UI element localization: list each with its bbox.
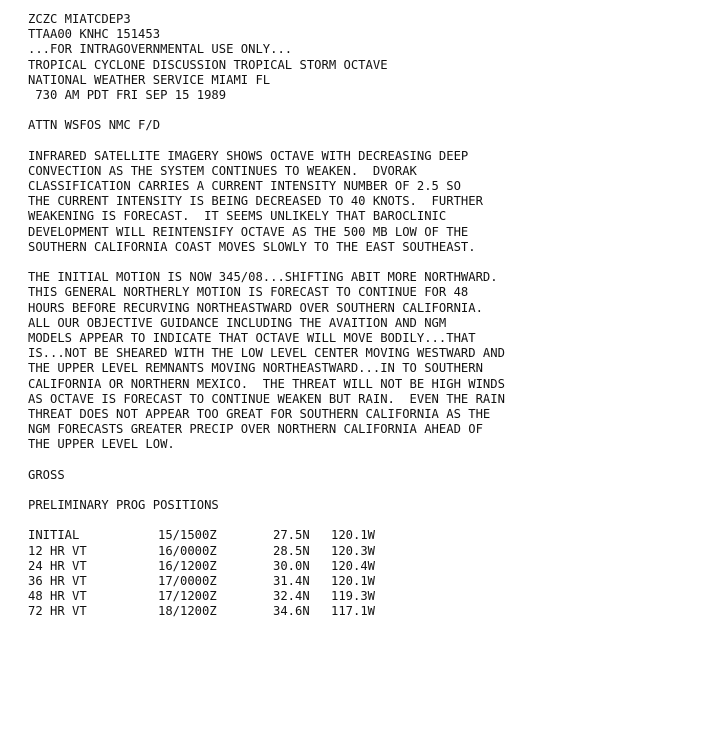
position-time: 16/0000Z [158,543,217,558]
positions-title: PRELIMINARY PROG POSITIONS [28,498,219,512]
table-row [28,528,411,543]
position-label: 48 HR VT [28,589,87,604]
discussion-paragraph-1 [28,149,698,255]
position-lat: 32.4N [273,589,310,604]
position-time: 17/0000Z [158,573,217,588]
text-line: HOURS BEFORE RECURVING NORTHEASTWARD OVER SOUTHERN CALIFORNIA. [28,300,483,315]
text-line: WEAKENING IS FORECAST. IT SEEMS UNLIKELY THAT BAROCLINIC [28,209,447,224]
text-line: THE INITIAL MOTION IS NOW 345/08...SHIFTING ABIT MORE NORTHWARD. [28,270,498,285]
text-line: CALIFORNIA OR NORTHERN MEXICO. THE THREAT WILL NOT BE HIGH WINDS [28,376,505,391]
text-line: MODELS APPEAR TO INDICATE THAT OCTAVE WILL MOVE BODILY...THAT [28,330,476,345]
position-lat: 34.6N [273,604,310,619]
attention-line: ATTN WSFOS NMC F/D [28,118,161,133]
text-line: IS...NOT BE SHEARED WITH THE LOW LEVEL CENTER MOVING WESTWARD AND [28,346,505,361]
text-line: THE UPPER LEVEL REMNANTS MOVING NORTHEASTWARD...IN TO SOUTHERN [28,361,483,376]
position-label: 36 HR VT [28,573,87,588]
text-line: ALL OUR OBJECTIVE GUIDANCE INCLUDING THE AVAITION AND NGM [28,315,447,330]
text-line: INFRARED SATELLITE IMAGERY SHOWS OCTAVE WITH DECREASING DEEP [28,148,469,163]
table-row [28,589,411,604]
header-line: NATIONAL WEATHER SERVICE MIAMI FL [28,72,271,87]
header-line: 730 AM PDT FRI SEP 15 1989 [28,87,227,102]
forecaster-signature: GROSS [28,467,65,482]
position-lon: 120.3W [331,543,376,558]
position-lat: 28.5N [273,543,310,558]
header-line: TTAA00 KNHC 151453 [28,27,161,42]
position-label: 72 HR VT [28,604,87,619]
position-time: 15/1500Z [158,528,217,543]
position-lat: 31.4N [273,573,310,588]
position-label: INITIAL [28,528,80,543]
text-line: AS OCTAVE IS FORECAST TO CONTINUE WEAKEN BUT RAIN. EVEN THE RAIN [28,391,505,406]
text-line: CONVECTION AS THE SYSTEM CONTINUES TO WEAKEN. DVORAK [28,163,417,178]
position-lat: 30.0N [273,558,310,573]
position-lon: 120.4W [331,558,376,573]
text-line: NGM FORECASTS GREATER PRECIP OVER NORTHERN CALIFORNIA AHEAD OF [28,422,483,437]
position-label: 24 HR VT [28,558,87,573]
position-lon: 120.1W [331,573,376,588]
blank-line [28,255,698,270]
position-lon: 120.1W [331,528,376,543]
blank-line [28,452,698,467]
text-line: THREAT DOES NOT APPEAR TOO GREAT FOR SOUTHERN CALIFORNIA AS THE [28,406,491,421]
blank-line [28,483,698,498]
blank-line [28,513,698,528]
bulletin-header [28,12,698,103]
table-row [28,574,411,589]
table-row [28,544,411,559]
header-line: ZCZC MIATCDEP3 [28,12,131,26]
positions-table [28,528,411,619]
forecast-discussion-document [28,12,698,620]
position-time: 17/1200Z [158,589,217,604]
text-line: THE CURRENT INTENSITY IS BEING DECREASED TO 40 KNOTS. FURTHER [28,194,483,209]
position-lat: 27.5N [273,528,310,543]
blank-line [28,103,698,118]
text-line: THIS GENERAL NORTHERLY MOTION IS FORECAST TO CONTINUE FOR 48 [28,285,469,300]
position-label: 12 HR VT [28,543,87,558]
text-line: DEVELOPMENT WILL REINTENSIFY OCTAVE AS THE 500 MB LOW OF THE [28,224,469,239]
text-line: SOUTHERN CALIFORNIA COAST MOVES SLOWLY TO THE EAST SOUTHEAST. [28,239,476,254]
text-line: THE UPPER LEVEL LOW. [28,437,175,452]
position-lon: 117.1W [331,604,376,619]
header-line: TROPICAL CYCLONE DISCUSSION TROPICAL STORM OCTAVE [28,57,388,72]
position-time: 18/1200Z [158,604,217,619]
table-row [28,604,411,619]
position-lon: 119.3W [331,589,376,604]
position-time: 16/1200Z [158,558,217,573]
discussion-paragraph-2 [28,270,698,452]
table-row [28,559,411,574]
header-line: ...FOR INTRAGOVERNMENTAL USE ONLY... [28,42,293,57]
blank-line [28,134,698,149]
text-line: CLASSIFICATION CARRIES A CURRENT INTENSITY NUMBER OF 2.5 SO [28,179,461,194]
